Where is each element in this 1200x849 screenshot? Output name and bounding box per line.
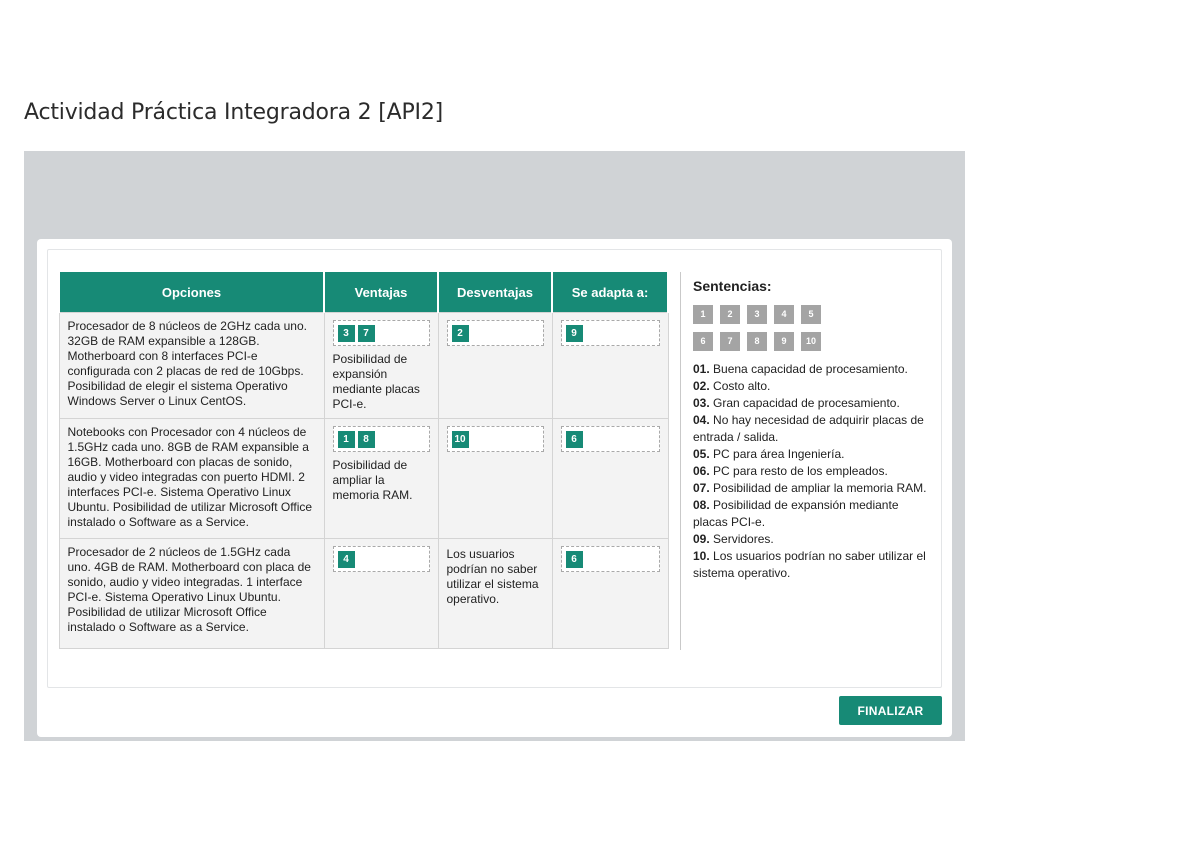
desventajas-cell xyxy=(438,419,552,539)
sentence-tile[interactable]: 3 xyxy=(747,305,767,324)
sentence-tiles-row-2 xyxy=(693,332,933,351)
desventajas-cell xyxy=(438,539,552,649)
sentence-item xyxy=(693,548,933,582)
sentence-number: 02. xyxy=(693,379,710,393)
sentence-tile[interactable]: 9 xyxy=(774,332,794,351)
activity-card xyxy=(37,239,952,737)
adapta-drop-zone[interactable] xyxy=(561,546,660,572)
sentencias-panel xyxy=(693,278,933,582)
sentencias-title: Sentencias: xyxy=(693,278,772,294)
sentence-number: 05. xyxy=(693,447,710,461)
sentence-number: 04. xyxy=(693,413,710,427)
adapta-cell xyxy=(552,313,668,419)
header-se-adapta: Se adapta a: xyxy=(552,272,668,313)
desventajas-drop-zone[interactable] xyxy=(447,426,544,452)
sentence-item xyxy=(693,497,933,531)
answer-chip[interactable]: 6 xyxy=(566,551,583,568)
adapta-cell xyxy=(552,419,668,539)
sentence-tiles-row-1 xyxy=(693,305,933,324)
ventajas-drop-zone[interactable] xyxy=(333,426,430,452)
ventajas-drop-zone[interactable] xyxy=(333,320,430,346)
option-cell: Procesador de 8 núcleos de 2GHz cada uno. 32GB de RAM expansible a 128GB. Motherboard con 8 interfaces PCI-e configurada con 2 placas de red de 10Gbps. Posibilidad de elegir el sistema Operativo Windows Server o Linux CentOS. xyxy=(59,313,324,419)
sentence-item xyxy=(693,361,933,378)
sentence-text: PC para resto de los empleados. xyxy=(713,464,888,478)
answer-chip[interactable]: 2 xyxy=(452,325,469,342)
sentence-text: Servidores. xyxy=(713,532,774,546)
sentence-number: 06. xyxy=(693,464,710,478)
activity-stage xyxy=(24,151,965,741)
sentence-item xyxy=(693,463,933,480)
sentence-number: 09. xyxy=(693,532,710,546)
finish-button[interactable]: FINALIZAR xyxy=(839,696,942,725)
sentence-tile[interactable]: 7 xyxy=(720,332,740,351)
table-header-row xyxy=(59,272,668,313)
ventajas-text: Posibilidad de expansión mediante placas PCI-e. xyxy=(332,352,420,411)
option-cell: Notebooks con Procesador con 4 núcleos de 1.5GHz cada uno. 8GB de RAM expansible a 16GB. Motherboard con placas de sonido, audio y video integradas con puerto HDMI. 2 interfaces PCI-e. Sistema Operativo Linux Ubuntu. Posibilidad de utilizar Microsoft Office instalado o Software as a Service. xyxy=(59,419,324,539)
answer-chip[interactable]: 10 xyxy=(452,431,469,448)
sentence-item xyxy=(693,395,933,412)
adapta-drop-zone[interactable] xyxy=(561,320,660,346)
sentence-number: 08. xyxy=(693,498,710,512)
ventajas-drop-zone[interactable] xyxy=(333,546,430,572)
sentence-item xyxy=(693,446,933,463)
answer-chip[interactable]: 3 xyxy=(338,325,355,342)
ventajas-cell xyxy=(324,419,438,539)
table-row xyxy=(59,539,668,649)
sentence-tile[interactable]: 8 xyxy=(747,332,767,351)
sentence-text: PC para área Ingeniería. xyxy=(713,447,845,461)
classification-table xyxy=(58,272,669,649)
sentence-text: No hay necesidad de adquirir placas de entrada / salida. xyxy=(693,413,924,444)
header-opciones: Opciones xyxy=(59,272,324,313)
sentence-list xyxy=(693,361,933,582)
sentence-number: 07. xyxy=(693,481,710,495)
sentence-text: Posibilidad de expansión mediante placas PCI-e. xyxy=(693,498,899,529)
vertical-divider xyxy=(680,272,681,650)
sentence-text: Posibilidad de ampliar la memoria RAM. xyxy=(713,481,927,495)
sentence-tile[interactable]: 1 xyxy=(693,305,713,324)
sentence-tile[interactable]: 2 xyxy=(720,305,740,324)
sentence-item xyxy=(693,378,933,395)
sentence-item xyxy=(693,531,933,548)
sentence-tile[interactable]: 10 xyxy=(801,332,821,351)
sentence-text: Los usuarios podrían no saber utilizar el sistema operativo. xyxy=(693,549,926,580)
table-row xyxy=(59,419,668,539)
ventajas-cell xyxy=(324,313,438,419)
header-desventajas: Desventajas xyxy=(438,272,552,313)
desventajas-drop-zone[interactable] xyxy=(447,320,544,346)
sentence-number: 10. xyxy=(693,549,710,563)
answer-chip[interactable]: 9 xyxy=(566,325,583,342)
adapta-cell xyxy=(552,539,668,649)
sentence-tile[interactable]: 4 xyxy=(774,305,794,324)
sentence-item xyxy=(693,412,933,446)
sentence-number: 03. xyxy=(693,396,710,410)
adapta-drop-zone[interactable] xyxy=(561,426,660,452)
page-title: Actividad Práctica Integradora 2 [API2] xyxy=(24,100,444,125)
activity-content xyxy=(47,249,942,688)
sentence-text: Gran capacidad de procesamiento. xyxy=(713,396,900,410)
desventajas-text: Los usuarios podrían no saber utilizar el sistema operativo. xyxy=(446,547,539,606)
header-ventajas: Ventajas xyxy=(324,272,438,313)
answer-chip[interactable]: 1 xyxy=(338,431,355,448)
ventajas-text: Posibilidad de ampliar la memoria RAM. xyxy=(332,458,413,502)
sentence-item xyxy=(693,480,933,497)
ventajas-cell xyxy=(324,539,438,649)
sentence-number: 01. xyxy=(693,362,710,376)
answer-chip[interactable]: 7 xyxy=(358,325,375,342)
sentence-text: Buena capacidad de procesamiento. xyxy=(713,362,908,376)
sentence-tile[interactable]: 6 xyxy=(693,332,713,351)
answer-chip[interactable]: 8 xyxy=(358,431,375,448)
sentence-tile[interactable]: 5 xyxy=(801,305,821,324)
sentence-text: Costo alto. xyxy=(713,379,771,393)
desventajas-cell xyxy=(438,313,552,419)
option-cell: Procesador de 2 núcleos de 1.5GHz cada uno. 4GB de RAM. Motherboard con placa de sonido, audio y video integradas. 1 interface PCI-e. Sistema Operativo Linux Ubuntu. Posibilidad de utilizar Microsoft Office instalado o Software as a Service. xyxy=(59,539,324,649)
answer-chip[interactable]: 6 xyxy=(566,431,583,448)
table-row xyxy=(59,313,668,419)
answer-chip[interactable]: 4 xyxy=(338,551,355,568)
